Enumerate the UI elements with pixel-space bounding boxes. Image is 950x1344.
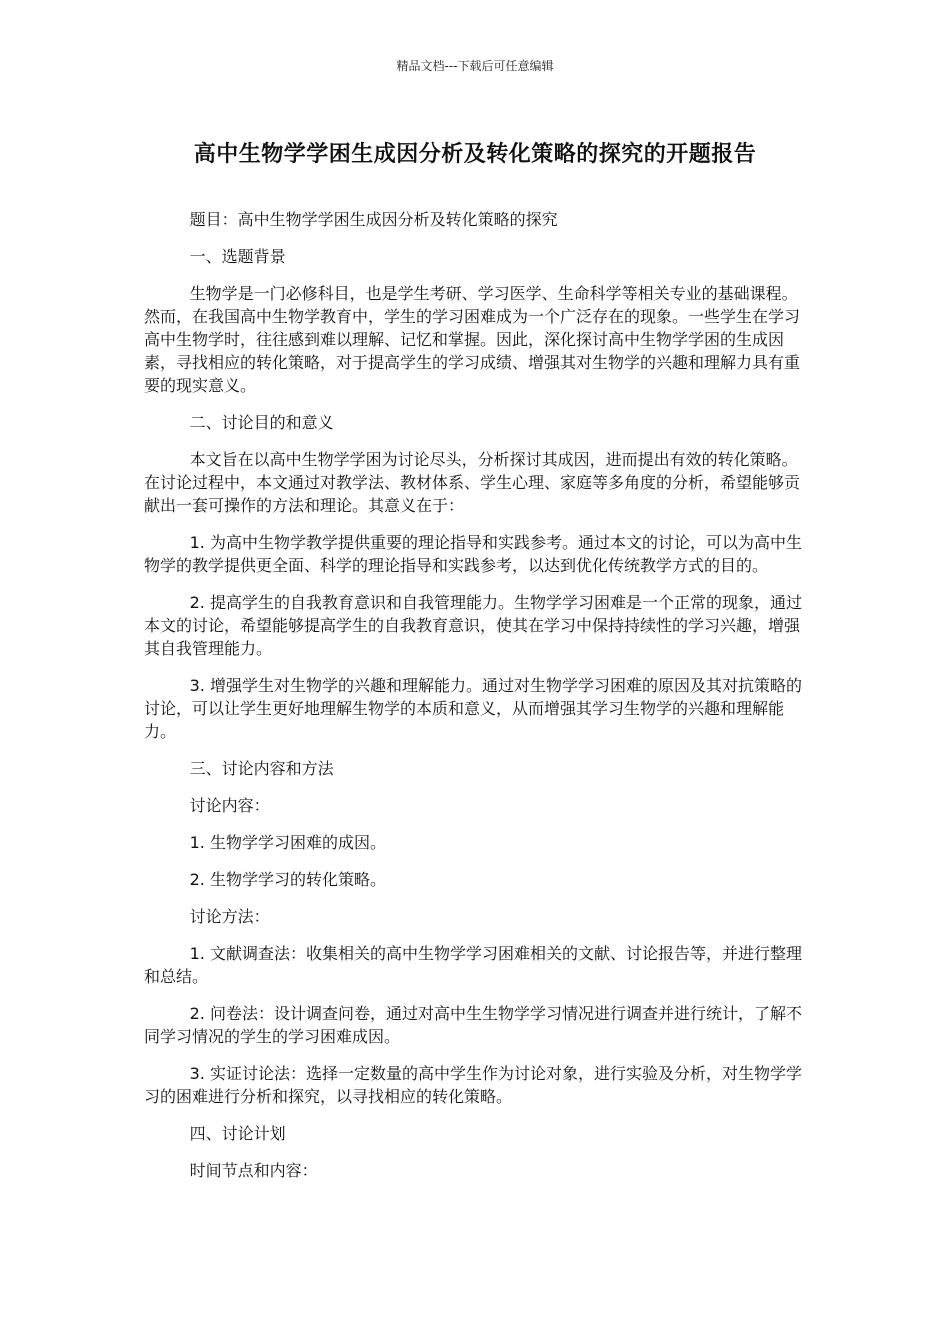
content-label: 讨论内容： [189, 796, 270, 815]
significance-item-3: 3. 增强学生对生物学的兴趣和理解能力。通过对生物学学习困难的原因及其对抗策略的讨论，可以让学生更好地理解生物学的本质和意义，从而增强其学习生物学的兴趣和理解能力。 [144, 676, 802, 741]
header-note: 精品文档---下载后可任意编辑 [396, 59, 554, 73]
method-item-2: 2. 问卷法：设计调查问卷，通过对高中生生物学学习情况进行调查并进行统计，了解不同学习情况的学生的学习困难成因。 [144, 1004, 802, 1046]
method-label: 讨论方法： [189, 907, 270, 926]
method-item-1: 1. 文献调查法：收集相关的高中生物学学习困难相关的文献、讨论报告等，并进行整理和总结。 [144, 944, 802, 986]
significance-item-1: 1. 为高中生物学教学提供重要的理论指导和实践参考。通过本文的讨论，可以为高中生物学的教学提供更全面、科学的理论指导和实践参考，以达到优化传统教学方式的目的。 [144, 533, 802, 575]
section-heading-content-method: 三、讨论内容和方法 [189, 759, 334, 778]
timeline-label: 时间节点和内容： [189, 1161, 318, 1180]
purpose-paragraph: 本文旨在以高中生物学学困为讨论尽头，分析探讨其成因，进而提出有效的转化策略。在讨论过程中，本文通过对教学法、教材体系、学生心理、家庭等多角度的分析，希望能够贡献出一套可操作的方法和理论。其意义在于： [144, 450, 801, 515]
background-paragraph: 生物学是一门必修科目，也是学生考研、学习医学、生命科学等相关专业的基础课程。然而，在我国高中生物学教育中，学生的学习困难成为一个广泛存在的现象。一些学生在学习高中生物学时，往往感到难以理解、记忆和掌握。因此，深化探讨高中生物学学困的生成因素，寻找相应的转化策略，对于提高学生的学习成绩、增强其对生物学的兴趣和理解力具有重要的现实意义。 [144, 284, 801, 395]
content-item-2: 2. 生物学学习的转化策略。 [189, 870, 386, 889]
method-item-3: 3. 实证讨论法：选择一定数量的高中学生作为讨论对象，进行实验及分析，对生物学学习的困难进行分析和探究，以寻找相应的转化策略。 [144, 1064, 802, 1106]
document-body [144, 208, 804, 1196]
significance-item-2: 2. 提高学生的自我教育意识和自我管理能力。生物学学习困难是一个正常的现象，通过本文的讨论，希望能够提高学生的自我教育意识，使其在学习中保持持续性的学习兴趣，增强其自我管理能力。 [144, 593, 802, 658]
section-heading-plan: 四、讨论计划 [189, 1124, 286, 1143]
section-heading-purpose: 二、讨论目的和意义 [189, 413, 334, 432]
section-heading-background: 一、选题背景 [189, 247, 286, 266]
content-item-1: 1. 生物学学习困难的成因。 [189, 833, 386, 852]
topic-line: 题目：高中生物学学困生成因分析及转化策略的探究 [189, 210, 558, 229]
document-title: 高中生物学学困生成因分析及转化策略的探究的开题报告 [193, 142, 757, 167]
